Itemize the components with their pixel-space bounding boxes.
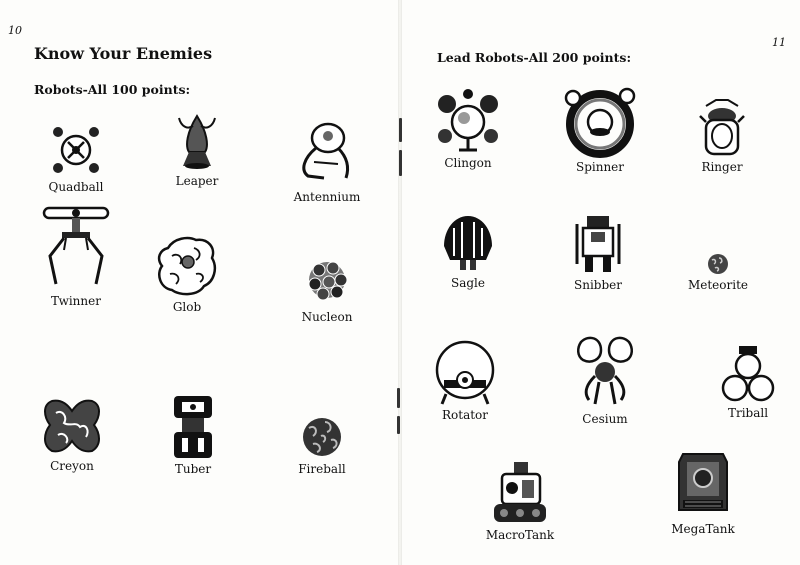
enemy-name: Meteorite <box>687 278 749 292</box>
enemy-spinner <box>555 86 645 174</box>
enemy-name: Rotator <box>441 408 489 422</box>
enemy-name: Cesium <box>582 412 628 426</box>
enemy-fireball <box>277 414 367 476</box>
creyon-icon <box>40 395 104 457</box>
snibber-icon <box>573 214 623 276</box>
enemy-twinner <box>31 204 121 308</box>
enemy-cesium <box>560 332 650 426</box>
rotator-icon <box>432 338 498 406</box>
cesium-icon <box>573 332 637 410</box>
meteorite-icon <box>705 252 731 276</box>
enemy-name: Ringer <box>701 160 743 174</box>
enemy-antennium <box>282 118 372 204</box>
enemy-name: Spinner <box>575 160 625 174</box>
enemy-name: Clingon <box>444 156 492 170</box>
quadball-icon <box>46 122 106 178</box>
enemy-sagle <box>423 212 513 290</box>
enemy-quadball <box>31 122 121 194</box>
enemy-rotator <box>420 338 510 422</box>
section-subtitle: Lead Robots-All 200 points: <box>437 50 632 65</box>
enemy-name: Nucleon <box>301 310 353 324</box>
enemy-leaper <box>152 112 242 188</box>
enemy-name: MegaTank <box>671 522 735 536</box>
leaper-icon <box>167 112 227 172</box>
spinner-icon <box>563 86 637 158</box>
enemy-name: Antennium <box>293 190 361 204</box>
section-subtitle: Robots-All 100 points: <box>34 82 191 97</box>
enemy-name: Triball <box>727 406 769 420</box>
enemy-snibber <box>553 214 643 292</box>
tuber-icon <box>168 394 218 460</box>
enemy-name: Sagle <box>451 276 485 290</box>
enemy-nucleon <box>282 254 372 324</box>
clingon-icon <box>433 88 503 154</box>
megatank-icon <box>673 448 733 520</box>
sagle-icon <box>438 212 498 274</box>
enemy-creyon <box>27 395 117 473</box>
triball-icon <box>721 344 775 404</box>
enemy-macrotank <box>475 460 565 542</box>
right-page <box>400 0 800 565</box>
enemy-triball <box>703 344 793 420</box>
enemy-megatank <box>658 448 748 536</box>
enemy-tuber <box>148 394 238 476</box>
enemy-clingon <box>423 88 513 170</box>
glob-icon <box>154 234 220 298</box>
ringer-icon <box>696 96 748 158</box>
enemy-name: Fireball <box>298 462 346 476</box>
enemy-name: Leaper <box>175 174 219 188</box>
page-number: 10 <box>8 24 22 37</box>
macrotank-icon <box>490 460 550 526</box>
enemy-name: Glob <box>172 300 202 314</box>
enemy-name: MacroTank <box>485 528 555 542</box>
enemy-name: Quadball <box>48 180 104 194</box>
enemy-glob <box>142 234 232 314</box>
nucleon-icon <box>297 254 357 308</box>
fireball-icon <box>297 414 347 460</box>
page-number: 11 <box>772 36 786 49</box>
enemy-name: Snibber <box>574 278 622 292</box>
enemy-name: Twinner <box>51 294 101 308</box>
enemy-name: Tuber <box>174 462 212 476</box>
enemy-name: Creyon <box>50 459 94 473</box>
page-title: Know Your Enemies <box>34 44 213 63</box>
enemy-ringer <box>677 96 767 174</box>
antennium-icon <box>294 118 360 188</box>
enemy-meteorite <box>673 252 763 292</box>
twinner-icon <box>36 204 116 292</box>
